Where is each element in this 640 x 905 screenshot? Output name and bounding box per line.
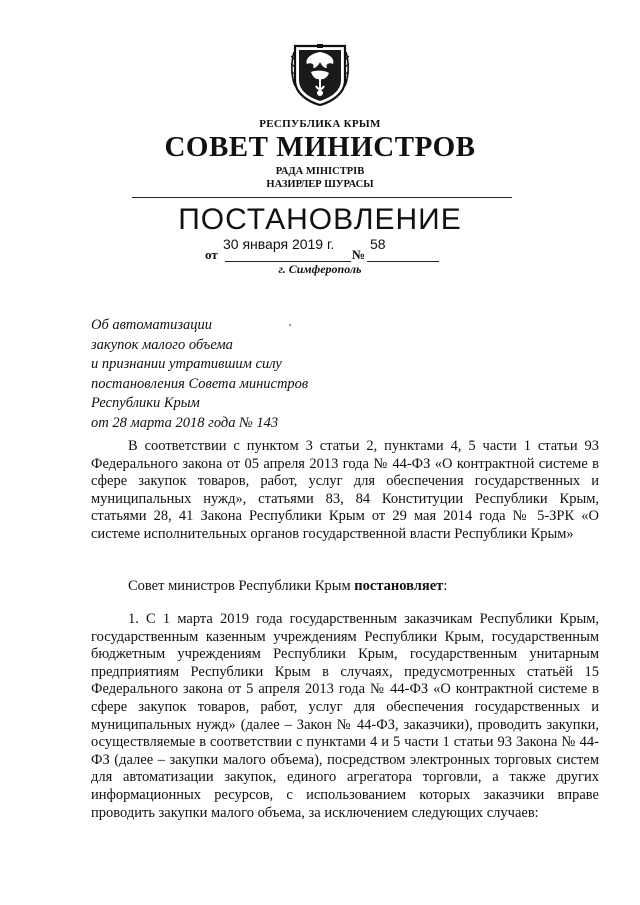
document-number: 58 (370, 236, 386, 252)
preamble-paragraph: В соответствии с пунктом 3 статьи 2, пунктами 4, 5 части 1 статьи 93 Федерального закона от 05 апреля 2013 года № 44-ФЗ «О контрактной системе в сфере закупок товаров, работ, услуг для обеспечения государственных и муниципальных нужд», статьями 83, 84 Конституции Республики Крым, статьями 28, 41 Закона Республики Крым от 29 мая 2014 года № 5-ЗРК «О системе исполнительных органов государственной власти Республики Крым» (91, 438, 599, 542)
item-1-paragraph: 1. С 1 марта 2019 года государственным заказчикам Республики Крым, государственным казенным учреждениям Республики Крым, государственным бюджетным учреждениям Республики Крым, государственным унитарным предприятиям Республики Крым в случаях, предусмотренных статьёй 15 Федерального закона от 5 апреля 2013 года № 44-ФЗ «О контрактной системе в сфере закупок товаров, работ, услуг для обеспечения государственных и муниципальных нужд» (далее – Закон № 44-ФЗ, заказчики), проводить закупки, осуществляемые в соответствии с пунктами 4 и 5 части 1 статьи 93 Закона № 44-ФЗ (далее – закупки малого объема), посредством электронных торговых систем для автоматизации закупок, единого агрегатора торговли, а также других информационных ресурсов, с использованием которых заказчики вправе проводить закупки малого объема, за исключением следующих случаев: (91, 611, 599, 821)
resolution-keyword: постановляет (354, 578, 444, 594)
resolution-lead: Совет министров Республики Крым (128, 578, 355, 594)
subject-line: и признании утратившим силу (91, 356, 282, 372)
subject-line: постановления Совета министров (91, 375, 309, 392)
document-city: г. Симферополь (278, 262, 362, 276)
council-title: СОВЕТ МИНИСТРОВ (164, 131, 476, 163)
subject-line: Об автоматизации (91, 317, 212, 333)
document-date: 30 января 2019 г. (223, 236, 335, 252)
date-number-line (205, 237, 440, 263)
crimea-coat-of-arms-icon (291, 42, 349, 106)
council-title-ukrainian: РАДА МІНІСТРІВ (275, 166, 365, 177)
resolution-paragraph (91, 578, 599, 596)
subject-line: Республики Крым (91, 395, 200, 411)
resolution-colon: : (443, 578, 448, 594)
council-title-crimean-tatar: НАЗИРЛЕР ШУРАСЫ (266, 179, 374, 190)
subject-line: закупок малого объема (91, 336, 233, 353)
header-divider (132, 197, 512, 198)
republic-name: РЕСПУБЛИКА КРЫМ (259, 118, 381, 130)
number-prefix: № (352, 247, 366, 262)
subject-line: от 28 марта 2018 года № 143 (91, 414, 279, 431)
document-type: ПОСТАНОВЛЕНИЕ (178, 203, 462, 236)
document-subject (91, 316, 371, 433)
date-prefix: от (205, 247, 218, 262)
